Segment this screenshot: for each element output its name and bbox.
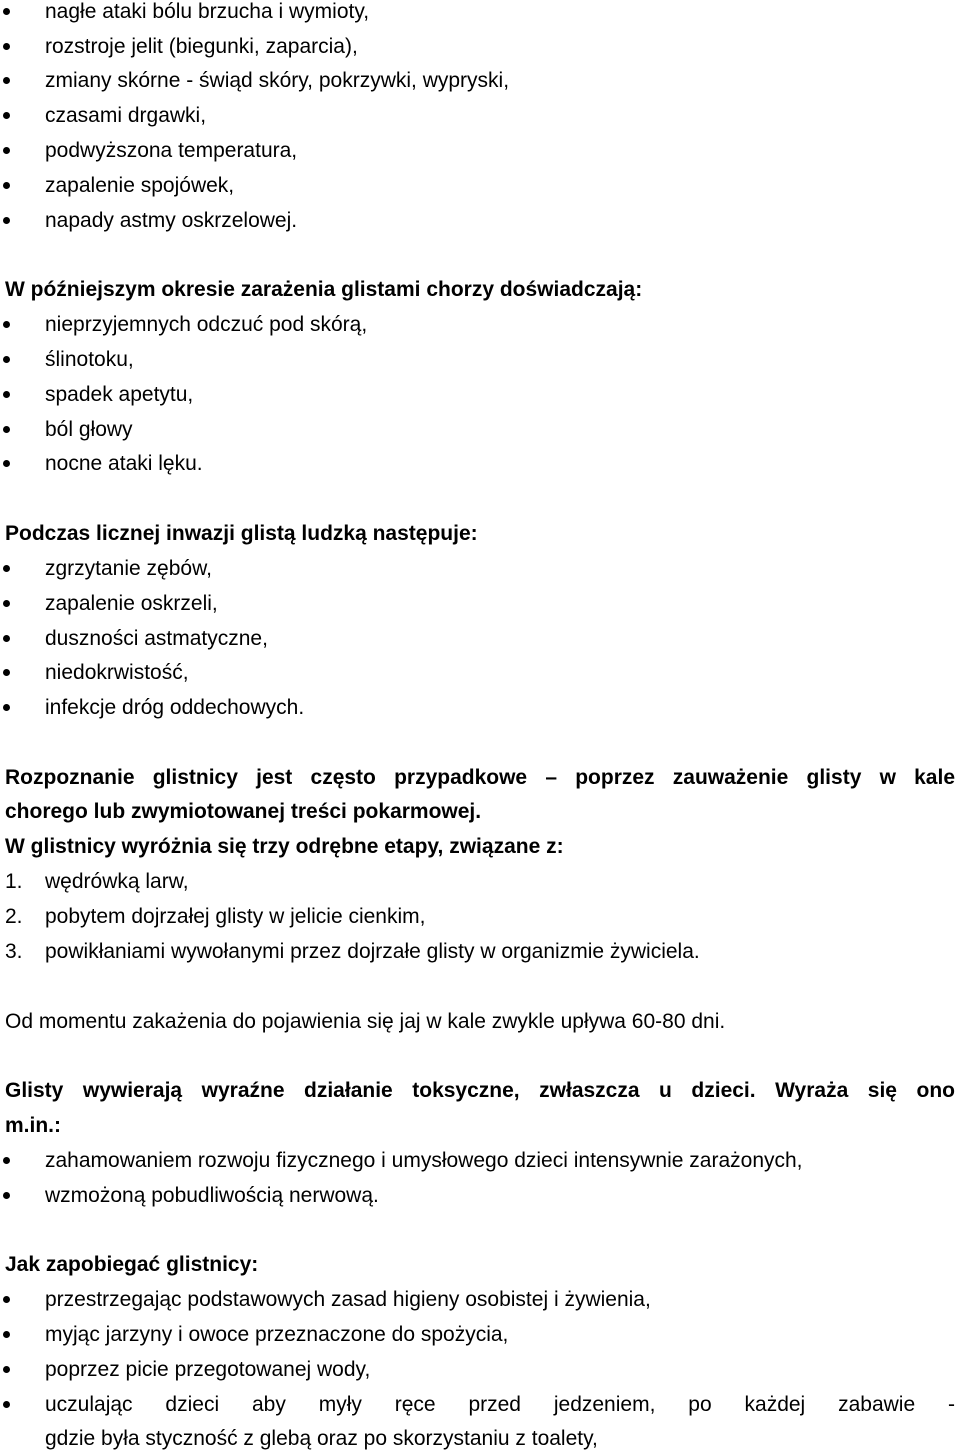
list-item: spadek apetytu, [0, 383, 960, 418]
list-item: czasami drgawki, [0, 104, 960, 139]
bullet-icon [3, 1296, 10, 1303]
list-item: zapalenie oskrzeli, [0, 592, 960, 627]
list-item: myjąc jarzyny i owoce przeznaczone do spożycia, [0, 1323, 960, 1358]
list-item: zahamowaniem rozwoju fizycznego i umysłowego dzieci intensywnie zarażonych, [0, 1149, 960, 1184]
bullet-icon [3, 43, 10, 50]
bullet-icon [3, 704, 10, 711]
toxic-paragraph-line: m.in.: [5, 1114, 61, 1137]
bullet-icon [3, 635, 10, 642]
bullet-icon [3, 77, 10, 84]
list-item: napady astmy oskrzelowej. [0, 209, 960, 244]
section-heading-invasion: Podczas licznej inwazji glistą ludzką następuje: [5, 522, 478, 545]
list-item: rozstroje jelit (biegunki, zaparcia), [0, 35, 960, 70]
list-item: zapalenie spojówek, [0, 174, 960, 209]
list-item: niedokrwistość, [0, 661, 960, 696]
bullet-icon [3, 1366, 10, 1373]
list-item: poprzez picie przegotowanej wody, [0, 1358, 960, 1393]
list-item: duszności astmatyczne, [0, 627, 960, 662]
toxic-paragraph-line: Glisty wywierają wyraźne działanie toksyczne, zwłaszcza u dzieci. Wyraża się ono [5, 1079, 955, 1102]
bullet-icon [3, 1331, 10, 1338]
list-item: wzmożoną pobudliwością nerwową. [0, 1184, 960, 1219]
bullet-icon [3, 600, 10, 607]
bullet-icon [3, 460, 10, 467]
list-item: zgrzytanie zębów, [0, 557, 960, 592]
bullet-icon [3, 147, 10, 154]
bullet-icon [3, 321, 10, 328]
prevention-heading: Jak zapobiegać glistnicy: [5, 1253, 259, 1276]
bullet-icon [3, 1192, 10, 1199]
numbered-list-item: 2. pobytem dojrzałej glisty w jelicie cienkim, [5, 905, 426, 928]
bullet-icon [3, 1157, 10, 1164]
list-item: nieprzyjemnych odczuć pod skórą, [0, 313, 960, 348]
list-item: zmiany skórne - świąd skóry, pokrzywki, wypryski, [0, 69, 960, 104]
bullet-icon [3, 356, 10, 363]
list-item-continuation: gdzie była styczność z glebą oraz po skorzystaniu z toalety, [45, 1427, 598, 1450]
bullet-icon [3, 217, 10, 224]
infection-period-text: Od momentu zakażenia do pojawienia się jaj w kale zwykle upływa 60-80 dni. [5, 1010, 726, 1033]
diagnosis-paragraph-line: Rozpoznanie glistnicy jest często przypadkowe – poprzez zauważenie glisty w kale [5, 766, 955, 789]
stages-heading: W glistnicy wyróżnia się trzy odrębne etapy, związane z: [5, 835, 564, 858]
list-item: nagłe ataki bólu brzucha i wymioty, [0, 0, 960, 35]
numbered-list-item: 3. powikłaniami wywołanymi przez dojrzałe glisty w organizmie żywiciela. [5, 940, 700, 963]
bullet-icon [3, 182, 10, 189]
list-item: przestrzegając podstawowych zasad higieny osobistej i żywienia, [0, 1288, 960, 1323]
diagnosis-paragraph-line: chorego lub zwymiotowanej treści pokarmowej. [5, 800, 482, 823]
list-item: ból głowy [0, 418, 960, 453]
bullet-icon [3, 112, 10, 119]
list-item: nocne ataki lęku. [0, 452, 960, 487]
bullet-icon [3, 565, 10, 572]
section-heading-later-stage: W późniejszym okresie zarażenia glistami chorzy doświadczają: [5, 278, 643, 301]
bullet-icon [3, 391, 10, 398]
numbered-list-item: 1. wędrówką larw, [5, 870, 189, 893]
bullet-icon [3, 426, 10, 433]
list-item: ślinotoku, [0, 348, 960, 383]
bullet-icon [3, 669, 10, 676]
list-item: uczulając dzieci aby myły ręce przed jedzeniem, po każdej zabawie - [0, 1393, 960, 1428]
list-item: podwyższona temperatura, [0, 139, 960, 174]
bullet-icon [3, 1401, 10, 1408]
bullet-icon [3, 8, 10, 15]
list-item: infekcje dróg oddechowych. [0, 696, 960, 731]
